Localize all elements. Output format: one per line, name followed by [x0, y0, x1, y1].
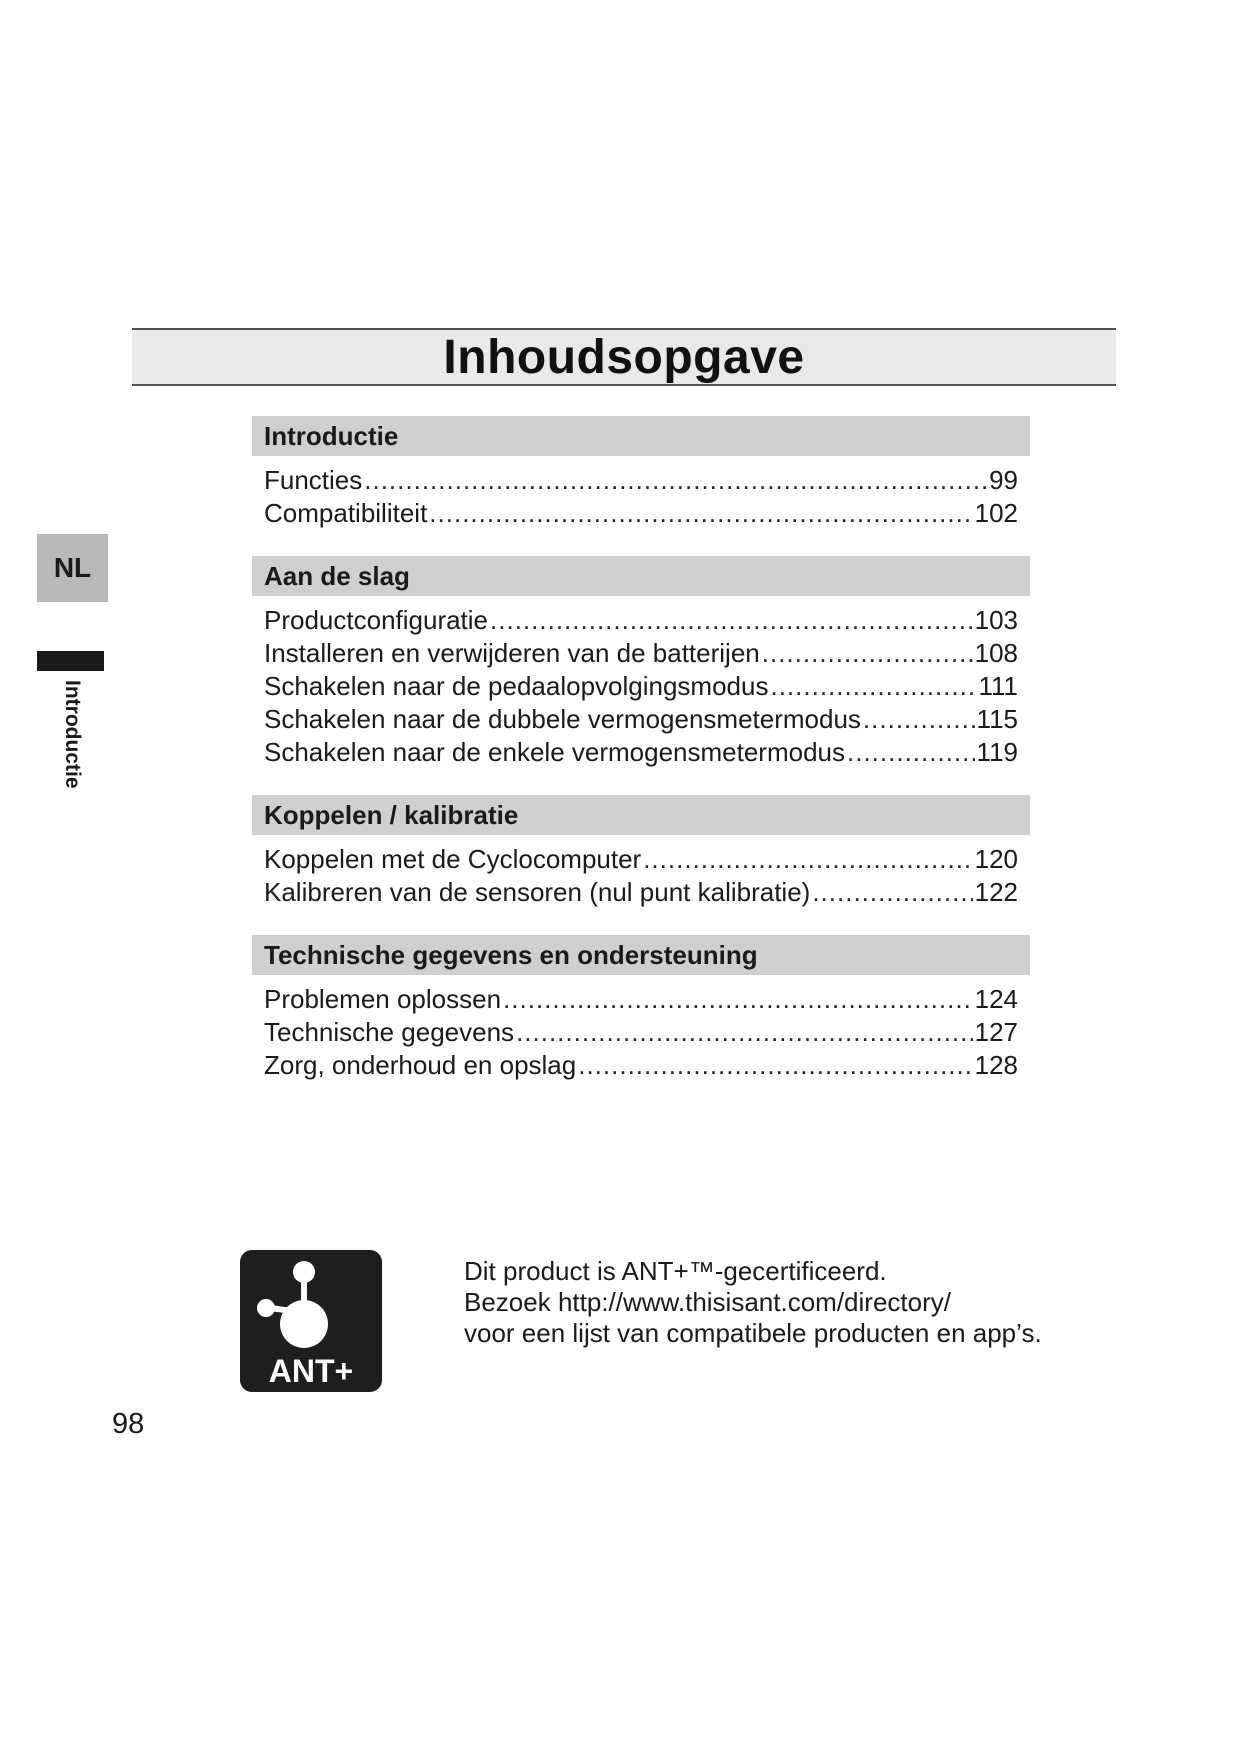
- toc-entry-page: 108: [974, 638, 1018, 668]
- ant-plus-logo: [240, 1250, 382, 1392]
- section-entries: [252, 975, 1030, 1082]
- toc-entry-label: Functies: [264, 465, 363, 495]
- toc-entry-label: Technische gegevens: [264, 1017, 515, 1047]
- toc-entry[interactable]: [264, 670, 1018, 703]
- toc-entry[interactable]: [264, 983, 1018, 1016]
- section-entries: [252, 456, 1030, 530]
- dot-leader: [762, 637, 973, 670]
- toc-entry-page: 124: [974, 984, 1018, 1014]
- side-marker-bar: [37, 651, 104, 671]
- ant-logo-text: ANT+: [268, 1353, 354, 1389]
- dot-leader: [516, 1016, 973, 1049]
- section-heading: Koppelen / kalibratie: [252, 795, 1030, 835]
- toc-entry-label: Zorg, onderhoud en opslag: [264, 1050, 577, 1080]
- dot-leader: [863, 703, 975, 736]
- language-tab: NL: [37, 534, 108, 602]
- toc-entry-page: 103: [974, 605, 1018, 635]
- toc-entry[interactable]: [264, 876, 1018, 909]
- toc-entry-page: 111: [978, 671, 1018, 701]
- toc-entry-label: Installeren en verwijderen van de batterijen: [264, 638, 760, 668]
- title-bar: [132, 328, 1116, 386]
- toc-entry[interactable]: [264, 637, 1018, 670]
- toc-entry-page: 128: [974, 1050, 1018, 1080]
- toc-entry-label: Compatibiliteit: [264, 498, 428, 528]
- toc-entry[interactable]: [264, 843, 1018, 876]
- toc-entry[interactable]: [264, 1016, 1018, 1049]
- dot-leader: [503, 983, 973, 1016]
- section-entries: [252, 835, 1030, 909]
- side-section-label: Introductie: [61, 680, 84, 789]
- dot-leader: [812, 876, 972, 909]
- dot-leader: [847, 736, 975, 769]
- toc-entry-label: Productconfiguratie: [264, 605, 489, 635]
- ant-text-line: Dit product is ANT+™-gecertificeerd.: [464, 1256, 887, 1286]
- toc-entry-label: Schakelen naar de dubbele vermogensmetermodus: [264, 704, 861, 734]
- page-number: 98: [112, 1408, 145, 1440]
- toc-entry-page: 120: [974, 844, 1018, 874]
- toc-entry-page: 99: [989, 465, 1018, 495]
- toc-entry-label: Koppelen met de Cyclocomputer: [264, 844, 642, 874]
- toc-entry-label: Kalibreren van de sensoren (nul punt kalibratie): [264, 877, 811, 907]
- ant-plus-icon: [240, 1250, 382, 1392]
- ant-text-line: voor een lijst van compatibele producten en app’s.: [464, 1318, 1042, 1348]
- dot-leader: [364, 464, 987, 497]
- toc-entry-page: 115: [976, 704, 1018, 734]
- toc-entry-label: Schakelen naar de enkele vermogensmetermodus: [264, 737, 846, 767]
- ant-text-line: Bezoek http://www.thisisant.com/directory/: [464, 1287, 951, 1317]
- toc-entry-page: 119: [976, 737, 1018, 767]
- toc-entry[interactable]: [264, 1049, 1018, 1082]
- toc-entry-label: Problemen oplossen: [264, 984, 502, 1014]
- toc-entry[interactable]: [264, 604, 1018, 637]
- dot-leader: [770, 670, 976, 703]
- table-of-contents: [252, 416, 1030, 1108]
- page-title: Inhoudsopgave: [443, 330, 805, 384]
- dot-leader: [578, 1049, 972, 1082]
- section-entries: [252, 596, 1030, 769]
- toc-entry[interactable]: [264, 703, 1018, 736]
- toc-entry-page: 102: [974, 498, 1018, 528]
- toc-entry[interactable]: [264, 464, 1018, 497]
- section-heading: Aan de slag: [252, 556, 1030, 596]
- section-heading: Introductie: [252, 416, 1030, 456]
- dot-leader: [429, 497, 972, 530]
- toc-entry-page: 127: [974, 1017, 1018, 1047]
- ant-certification-text: [464, 1256, 1042, 1349]
- section-heading: Technische gegevens en ondersteuning: [252, 935, 1030, 975]
- toc-entry[interactable]: [264, 497, 1018, 530]
- toc-entry[interactable]: [264, 736, 1018, 769]
- toc-entry-label: Schakelen naar de pedaalopvolgingsmodus: [264, 671, 769, 701]
- toc-entry-page: 122: [974, 877, 1018, 907]
- dot-leader: [490, 604, 973, 637]
- dot-leader: [643, 843, 972, 876]
